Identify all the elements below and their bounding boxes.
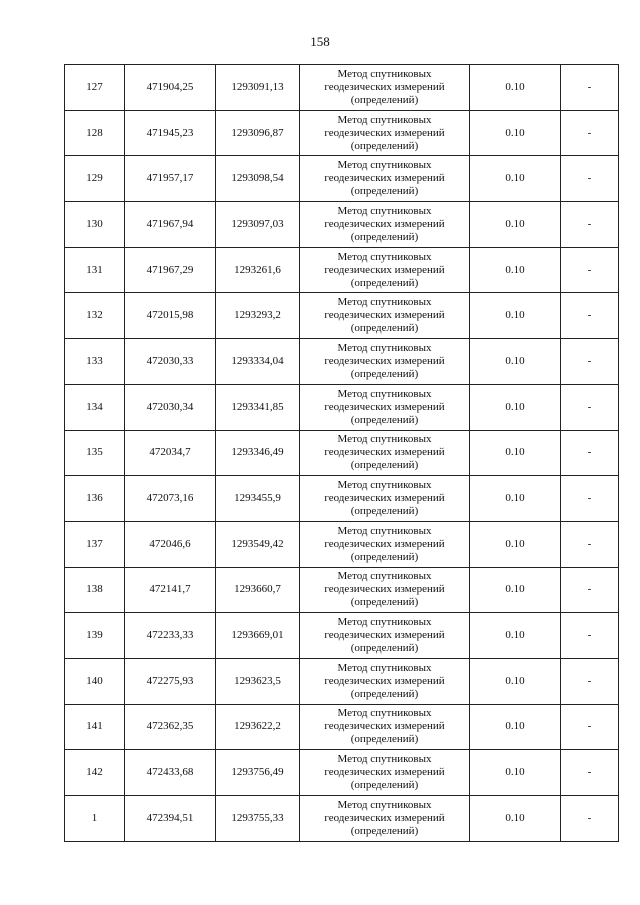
table-row xyxy=(65,156,619,202)
method-cell xyxy=(300,202,470,248)
point-number-cell: 138 xyxy=(65,567,125,613)
method-text-line: (определений) xyxy=(350,505,419,518)
method-text-line: Метод спутниковых xyxy=(337,524,432,537)
method-text-line: (определений) xyxy=(350,550,419,563)
method-cell xyxy=(300,293,470,339)
accuracy-cell: 0.10 xyxy=(470,156,561,202)
point-number-cell: 134 xyxy=(65,384,125,430)
table-row xyxy=(65,658,619,704)
method-text-line: Метод спутниковых xyxy=(337,296,432,309)
method-text-line: геодезических измерений xyxy=(324,492,445,505)
coordinate-y-cell: 1293096,87 xyxy=(216,110,300,156)
page-number: 158 xyxy=(310,34,330,49)
method-cell xyxy=(300,750,470,796)
note-cell: - xyxy=(561,704,619,750)
accuracy-cell: 0.10 xyxy=(470,750,561,796)
coordinate-x-cell: 472030,34 xyxy=(125,384,216,430)
method-text-line: (определений) xyxy=(350,139,419,152)
coordinate-y-cell: 1293091,13 xyxy=(216,65,300,111)
accuracy-cell: 0.10 xyxy=(470,521,561,567)
method-text-line: Метод спутниковых xyxy=(337,204,432,217)
method-cell xyxy=(300,65,470,111)
coordinate-x-cell: 472073,16 xyxy=(125,476,216,522)
note-cell: - xyxy=(561,658,619,704)
point-number-cell: 142 xyxy=(65,750,125,796)
method-cell xyxy=(300,567,470,613)
method-text-line: (определений) xyxy=(350,459,419,472)
method-text-line: геодезических измерений xyxy=(324,126,445,139)
method-cell xyxy=(300,110,470,156)
coordinate-x-cell: 472015,98 xyxy=(125,293,216,339)
coordinate-x-cell: 472141,7 xyxy=(125,567,216,613)
coordinate-x-cell: 472046,6 xyxy=(125,521,216,567)
method-text-line: (определений) xyxy=(350,642,419,655)
point-number-cell: 132 xyxy=(65,293,125,339)
method-cell xyxy=(300,476,470,522)
method-text-line: геодезических измерений xyxy=(324,400,445,413)
accuracy-cell: 0.10 xyxy=(470,110,561,156)
accuracy-cell: 0.10 xyxy=(470,430,561,476)
method-text-line: геодезических измерений xyxy=(324,537,445,550)
accuracy-cell: 0.10 xyxy=(470,567,561,613)
coordinate-x-cell: 472233,33 xyxy=(125,613,216,659)
method-text-line: (определений) xyxy=(350,93,419,106)
method-text-line: Метод спутниковых xyxy=(337,570,432,583)
coordinate-x-cell: 471904,25 xyxy=(125,65,216,111)
method-text-line: (определений) xyxy=(350,779,419,792)
note-cell: - xyxy=(561,750,619,796)
coordinate-x-cell: 471967,29 xyxy=(125,247,216,293)
method-text-line: Метод спутниковых xyxy=(337,798,432,811)
method-text-line: Метод спутниковых xyxy=(337,159,432,172)
method-text-line: геодезических измерений xyxy=(324,172,445,185)
table-row xyxy=(65,65,619,111)
coordinate-y-cell: 1293346,49 xyxy=(216,430,300,476)
coordinate-y-cell: 1293455,9 xyxy=(216,476,300,522)
method-text-line: Метод спутниковых xyxy=(337,753,432,766)
note-cell: - xyxy=(561,65,619,111)
table-row xyxy=(65,796,619,842)
point-number-cell: 1 xyxy=(65,796,125,842)
coordinate-x-cell: 471967,94 xyxy=(125,202,216,248)
table-row xyxy=(65,704,619,750)
method-text-line: (определений) xyxy=(350,413,419,426)
method-text-line: (определений) xyxy=(350,596,419,609)
note-cell: - xyxy=(561,384,619,430)
coordinate-x-cell: 472394,51 xyxy=(125,796,216,842)
note-cell: - xyxy=(561,110,619,156)
method-text-line: Метод спутниковых xyxy=(337,433,432,446)
table-row xyxy=(65,521,619,567)
method-text-line: Метод спутниковых xyxy=(337,341,432,354)
method-cell xyxy=(300,704,470,750)
coordinate-x-cell: 471945,23 xyxy=(125,110,216,156)
method-text-line: Метод спутниковых xyxy=(337,616,432,629)
point-number-cell: 130 xyxy=(65,202,125,248)
table-row xyxy=(65,384,619,430)
coordinate-x-cell: 471957,17 xyxy=(125,156,216,202)
accuracy-cell: 0.10 xyxy=(470,339,561,385)
coordinate-y-cell: 1293755,33 xyxy=(216,796,300,842)
method-text-line: (определений) xyxy=(350,367,419,380)
table-row xyxy=(65,476,619,522)
note-cell: - xyxy=(561,339,619,385)
method-cell xyxy=(300,339,470,385)
table-row xyxy=(65,430,619,476)
method-cell xyxy=(300,247,470,293)
coordinate-x-cell: 472030,33 xyxy=(125,339,216,385)
point-number-cell: 136 xyxy=(65,476,125,522)
method-text-line: геодезических измерений xyxy=(324,674,445,687)
coordinate-y-cell: 1293623,5 xyxy=(216,658,300,704)
method-text-line: (определений) xyxy=(350,824,419,837)
method-cell xyxy=(300,796,470,842)
note-cell: - xyxy=(561,796,619,842)
method-text-line: (определений) xyxy=(350,230,419,243)
method-text-line: геодезических измерений xyxy=(324,583,445,596)
method-text-line: геодезических измерений xyxy=(324,80,445,93)
table-row xyxy=(65,202,619,248)
method-text-line: геодезических измерений xyxy=(324,629,445,642)
method-cell xyxy=(300,430,470,476)
method-text-line: геодезических измерений xyxy=(324,217,445,230)
coordinate-y-cell: 1293293,2 xyxy=(216,293,300,339)
accuracy-cell: 0.10 xyxy=(470,796,561,842)
coordinate-y-cell: 1293669,01 xyxy=(216,613,300,659)
accuracy-cell: 0.10 xyxy=(470,202,561,248)
method-text-line: геодезических измерений xyxy=(324,263,445,276)
method-text-line: Метод спутниковых xyxy=(337,113,432,126)
accuracy-cell: 0.10 xyxy=(470,704,561,750)
method-text-line: Метод спутниковых xyxy=(337,479,432,492)
note-cell: - xyxy=(561,202,619,248)
note-cell: - xyxy=(561,293,619,339)
method-text-line: Метод спутниковых xyxy=(337,707,432,720)
table-row xyxy=(65,613,619,659)
method-text-line: Метод спутниковых xyxy=(337,67,432,80)
method-cell xyxy=(300,658,470,704)
table-row xyxy=(65,567,619,613)
note-cell: - xyxy=(561,613,619,659)
table-row xyxy=(65,110,619,156)
note-cell: - xyxy=(561,476,619,522)
coordinate-y-cell: 1293341,85 xyxy=(216,384,300,430)
accuracy-cell: 0.10 xyxy=(470,293,561,339)
method-text-line: (определений) xyxy=(350,687,419,700)
method-text-line: геодезических измерений xyxy=(324,811,445,824)
accuracy-cell: 0.10 xyxy=(470,613,561,659)
method-text-line: (определений) xyxy=(350,322,419,335)
method-cell xyxy=(300,613,470,659)
note-cell: - xyxy=(561,567,619,613)
method-text-line: Метод спутниковых xyxy=(337,661,432,674)
note-cell: - xyxy=(561,156,619,202)
coordinate-y-cell: 1293098,54 xyxy=(216,156,300,202)
method-text-line: геодезических измерений xyxy=(324,720,445,733)
method-text-line: Метод спутниковых xyxy=(337,250,432,263)
coordinate-y-cell: 1293660,7 xyxy=(216,567,300,613)
point-number-cell: 127 xyxy=(65,65,125,111)
method-cell xyxy=(300,384,470,430)
point-number-cell: 131 xyxy=(65,247,125,293)
point-number-cell: 139 xyxy=(65,613,125,659)
table-row xyxy=(65,750,619,796)
coordinate-x-cell: 472034,7 xyxy=(125,430,216,476)
accuracy-cell: 0.10 xyxy=(470,476,561,522)
method-text-line: (определений) xyxy=(350,733,419,746)
note-cell: - xyxy=(561,521,619,567)
point-number-cell: 137 xyxy=(65,521,125,567)
table-row xyxy=(65,339,619,385)
method-text-line: (определений) xyxy=(350,185,419,198)
coordinate-y-cell: 1293097,03 xyxy=(216,202,300,248)
coordinate-x-cell: 472275,93 xyxy=(125,658,216,704)
method-text-line: геодезических измерений xyxy=(324,309,445,322)
method-text-line: Метод спутниковых xyxy=(337,387,432,400)
method-cell xyxy=(300,521,470,567)
coordinate-y-cell: 1293334,04 xyxy=(216,339,300,385)
method-text-line: геодезических измерений xyxy=(324,766,445,779)
accuracy-cell: 0.10 xyxy=(470,247,561,293)
coordinate-y-cell: 1293756,49 xyxy=(216,750,300,796)
point-number-cell: 133 xyxy=(65,339,125,385)
coordinates-table-body xyxy=(65,65,619,842)
coordinate-y-cell: 1293549,42 xyxy=(216,521,300,567)
point-number-cell: 135 xyxy=(65,430,125,476)
coordinate-x-cell: 472362,35 xyxy=(125,704,216,750)
method-text-line: (определений) xyxy=(350,276,419,289)
accuracy-cell: 0.10 xyxy=(470,658,561,704)
point-number-cell: 128 xyxy=(65,110,125,156)
coordinate-x-cell: 472433,68 xyxy=(125,750,216,796)
coordinate-y-cell: 1293261,6 xyxy=(216,247,300,293)
coordinates-table xyxy=(64,64,619,842)
point-number-cell: 140 xyxy=(65,658,125,704)
note-cell: - xyxy=(561,247,619,293)
method-text-line: геодезических измерений xyxy=(324,446,445,459)
coordinate-y-cell: 1293622,2 xyxy=(216,704,300,750)
table-row xyxy=(65,293,619,339)
accuracy-cell: 0.10 xyxy=(470,65,561,111)
accuracy-cell: 0.10 xyxy=(470,384,561,430)
method-cell xyxy=(300,156,470,202)
note-cell: - xyxy=(561,430,619,476)
table-row xyxy=(65,247,619,293)
method-text-line: геодезических измерений xyxy=(324,354,445,367)
point-number-cell: 141 xyxy=(65,704,125,750)
point-number-cell: 129 xyxy=(65,156,125,202)
